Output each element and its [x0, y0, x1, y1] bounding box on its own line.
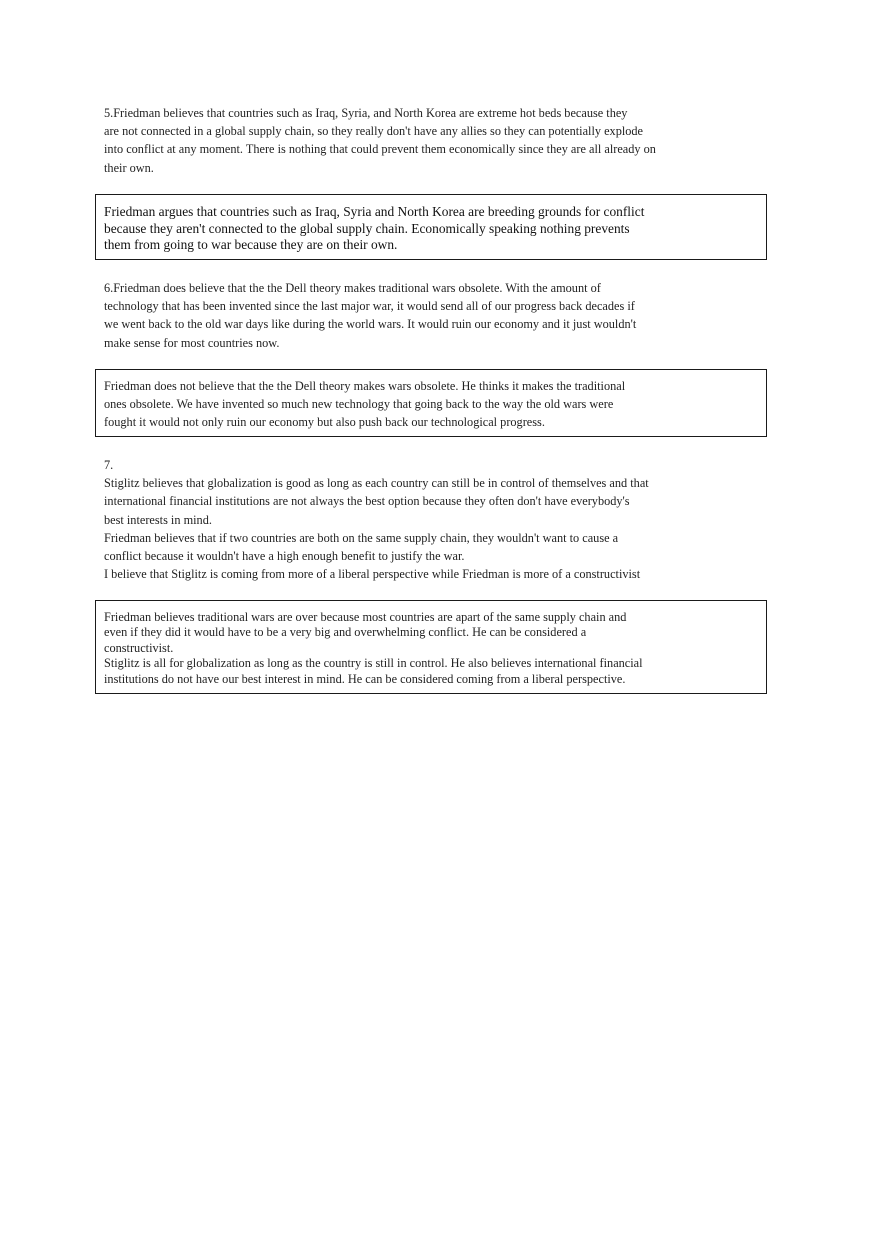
answer-6-revision-line: fought it would not only ruin our economy but also push back our technological progress. — [104, 415, 545, 430]
answer-7-revision-line: Friedman believes traditional wars are over because most countries are apart of the same supply chain and — [104, 610, 627, 624]
answer-6-revision-line: Friedman does not believe that the the Dell theory makes wars obsolete. He thinks it makes the traditional — [104, 379, 626, 393]
answer-6-revision-box — [95, 369, 767, 437]
answer-7-revision-box — [95, 600, 767, 694]
answer-6-line: technology that has been invented since the last major war, it would send all of our progress back decades if — [104, 299, 635, 314]
answer-7-line: international financial institutions are not always the best option because they often don't have everybody's — [104, 494, 630, 509]
answer-7-number: 7. — [104, 458, 114, 472]
answer-6-paragraph — [104, 279, 744, 352]
answer-5-line: their own. — [104, 160, 154, 175]
answer-7-revision-line: Stiglitz is all for globalization as long as the country is still in control. He also believes international financial — [104, 656, 643, 671]
answer-5-revision-line: them from going to war because they are on their own. — [104, 237, 398, 253]
answer-5-line: are not connected in a global supply chain, so they really don't have any allies so they can potentially explode — [104, 124, 644, 139]
answer-5-line: 5.Friedman believes that countries such as Iraq, Syria, and North Korea are extreme hot beds because they — [104, 106, 628, 120]
answer-6-line: make sense for most countries now. — [104, 335, 280, 350]
answer-6-line: 6.Friedman does believe that the the Dell theory makes traditional wars obsolete. With the amount of — [104, 281, 601, 295]
answer-7-revision-line: constructivist. — [104, 640, 174, 655]
answer-5-line: into conflict at any moment. There is nothing that could prevent them economically since they are all already on — [104, 142, 656, 157]
answer-5-revision-line: because they aren't connected to the global supply chain. Economically speaking nothing prevents — [104, 220, 630, 236]
answer-5-revision-line: Friedman argues that countries such as Iraq, Syria and North Korea are breeding grounds for conflict — [104, 204, 645, 219]
answer-7-line: best interests in mind. — [104, 512, 212, 527]
answer-7-line: I believe that Stiglitz is coming from more of a liberal perspective while Friedman is more of a constructivist — [104, 567, 641, 582]
answer-7-line: Friedman believes that if two countries are both on the same supply chain, they wouldn't want to cause a — [104, 530, 619, 545]
answer-7-paragraph — [104, 456, 744, 583]
answer-7-line: Stiglitz believes that globalization is good as long as each country can still be in control of themselves and that — [104, 476, 649, 491]
answer-7-line: conflict because it wouldn't have a high enough benefit to justify the war. — [104, 549, 465, 564]
answer-6-revision-line: ones obsolete. We have invented so much new technology that going back to the way the old wars were — [104, 397, 614, 412]
answer-5-paragraph — [104, 104, 744, 177]
answer-7-revision-line: even if they did it would have to be a very big and overwhelming conflict. He can be considered a — [104, 625, 587, 640]
answer-7-revision-line: institutions do not have our best interest in mind. He can be considered coming from a liberal perspective. — [104, 671, 626, 686]
answer-5-revision-box — [95, 194, 767, 260]
answer-6-line: we went back to the old war days like during the world wars. It would ruin our economy and it just wouldn't — [104, 317, 637, 332]
